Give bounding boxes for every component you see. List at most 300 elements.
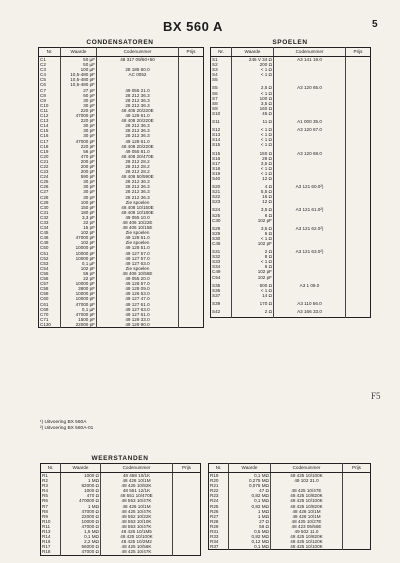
cell-nr: S6	[211, 91, 232, 96]
cell-waarde: < 1 Ω	[232, 166, 274, 171]
cell-waarde: 12 Ω	[232, 176, 274, 181]
cell-nr: S33	[211, 259, 232, 264]
spacer-cell	[346, 314, 371, 318]
page-number: 5	[372, 19, 378, 30]
cell-waarde: 1 MΩ	[229, 509, 271, 514]
cell-waarde: 50 µF	[61, 62, 97, 67]
cell-waarde: 1 MΩ	[61, 504, 101, 509]
cell-waarde: 56000 Ω	[61, 544, 101, 549]
column-header: Prijs	[343, 464, 371, 473]
cell-waarde: < 1 Ω	[232, 67, 274, 72]
cell-waarde: 3,3 pF	[61, 215, 97, 220]
cell-codenummer: 48 426 10/82K	[101, 483, 173, 488]
cell-codenummer: 49 128 51.0	[97, 245, 179, 250]
cell-codenummer: 28 212 36.3	[97, 98, 179, 103]
cell-nr: C53	[39, 261, 61, 266]
cell-waarde: 10,5-480 pF	[61, 82, 97, 87]
cell-codenummer: 28 212 36.3	[97, 103, 179, 108]
cell-nr: R29	[209, 524, 229, 529]
cell-prijs	[173, 549, 201, 555]
cell-waarde: 22 pF	[61, 220, 97, 225]
cell-nr: R16	[41, 539, 61, 544]
cell-codenummer: A3 120 68.0	[274, 151, 346, 156]
cell-nr: S2	[211, 62, 232, 67]
cell-waarde: 102 pF	[61, 266, 97, 271]
cell-waarde: 102 pF	[61, 240, 97, 245]
cell-waarde: 22 pF	[61, 276, 97, 281]
cell-waarde: 30 pF	[61, 189, 97, 194]
cell-codenummer: 48 406 10/22E	[97, 220, 179, 225]
cell-nr: R9	[41, 514, 61, 519]
cell-waarde: 30 pF	[61, 133, 97, 138]
cell-codenummer: 49 127 57.0	[97, 256, 179, 261]
cell-codenummer: Zie spoelen	[97, 266, 179, 271]
column-header: Waarde	[61, 464, 101, 473]
cell-codenummer: 48 553 10/47K	[101, 498, 173, 503]
cell-waarde: 0,1 MΩ	[229, 473, 271, 479]
cell-nr: C25	[39, 179, 61, 184]
cell-nr: C19	[39, 149, 61, 154]
cell-waarde: 102 pF	[232, 269, 274, 274]
cell-waarde: 100 µF	[61, 67, 97, 72]
cell-waarde: 1000 Ω	[61, 488, 101, 493]
cell-codenummer: 28 212 36.3	[97, 179, 179, 184]
table-header-row	[209, 464, 371, 473]
cell-codenummer: 48 425 10/820K	[271, 534, 343, 539]
cell-codenummer: A1 000 35.0	[274, 119, 346, 124]
cell-waarde: 470 pF	[61, 154, 97, 159]
cell-waarde: 0,1 MΩ	[229, 498, 271, 503]
cell-waarde: < 1 Ω	[232, 132, 274, 137]
cell-codenummer: 28 212 28.2	[97, 169, 179, 174]
cell-waarde: < 1 Ω	[232, 72, 274, 77]
cell-waarde: 47000 pF	[61, 139, 97, 144]
cell-nr: S39	[211, 301, 232, 306]
table-row	[39, 322, 204, 328]
cell-nr: S37	[211, 293, 232, 298]
cell-codenummer: 28 212 36.3	[97, 93, 179, 98]
cell-nr: S29	[211, 231, 232, 236]
cell-codenummer: 49 127 61.0	[97, 302, 179, 307]
cell-codenummer: 28 212 28.2	[97, 164, 179, 169]
cell-nr: C69	[39, 307, 61, 312]
cell-waarde: 82000 Ω	[61, 483, 101, 488]
cell-waarde: 26 Ω	[232, 156, 274, 161]
cell-codenummer: 49 129 33.0	[97, 317, 179, 322]
cell-codenummer: 49 502 11.0	[271, 529, 343, 534]
cell-waarde: 56 pF	[61, 149, 97, 154]
cell-waarde: 10000 pF	[61, 296, 97, 301]
spoelen-rows	[211, 57, 371, 318]
cell-waarde: 1 MΩ	[229, 514, 271, 519]
cell-waarde: 10000 pF	[61, 256, 97, 261]
cell-codenummer: 49 128 09.0	[97, 286, 179, 291]
cell-waarde: 47000 Ω	[61, 549, 101, 555]
cell-nr: C52	[39, 256, 61, 261]
cell-codenummer: 48 426 10/1M	[101, 504, 173, 509]
cell-prijs	[343, 544, 371, 550]
cell-codenummer: A3 141 19.0	[274, 57, 346, 63]
cell-waarde: 3,5 Ω	[232, 226, 274, 231]
cell-nr: C1	[39, 57, 61, 63]
cell-nr: S25	[211, 213, 232, 218]
spoelen-title: SPOELEN	[272, 39, 308, 46]
cell-waarde: 11 Ω	[232, 119, 274, 124]
cell-waarde: 220 pF	[61, 118, 97, 123]
column-header: Waarde	[232, 48, 274, 57]
condensatoren-title: CONDENSATOREN	[86, 39, 154, 46]
cell-waarde: 3,5 Ω	[232, 207, 274, 212]
table-header-row	[41, 464, 201, 473]
cell-waarde: 45 Ω	[232, 111, 274, 116]
cell-nr: C32	[39, 215, 61, 220]
cell-nr: C45	[39, 230, 61, 235]
cell-codenummer: A3 120 65.0	[274, 85, 346, 90]
condensatoren-rows	[39, 57, 204, 328]
cell-nr: S23	[211, 199, 232, 204]
cell-nr: C4	[39, 72, 61, 77]
cell-waarde: < 1 Ω	[232, 288, 274, 293]
cell-codenummer: 49 055 10.0	[97, 215, 179, 220]
cell-waarde: 10,5-480 pF	[61, 72, 97, 77]
cell-nr: C6	[39, 82, 61, 87]
cell-codenummer: 28 212 36.3	[97, 128, 179, 133]
cell-waarde: 100 Ω	[232, 96, 274, 101]
cell-nr: S29	[211, 226, 232, 231]
cell-nr: R13	[41, 529, 61, 534]
cell-nr: C57	[39, 281, 61, 286]
cell-nr: R31	[209, 529, 229, 534]
cell-waarde: 3900 pF	[61, 286, 97, 291]
condensatoren-table	[38, 47, 204, 328]
cell-nr: R8	[41, 509, 61, 514]
cell-waarde: 0,1 MΩ	[61, 534, 101, 539]
weerstanden-table-right	[208, 463, 371, 550]
cell-waarde: 0,82 MΩ	[229, 493, 271, 498]
cell-codenummer: 48 425 10/120K	[271, 539, 343, 544]
cell-codenummer: 49 127 61.0	[97, 312, 179, 317]
cell-waarde: 47 Ω	[229, 488, 271, 493]
condensatoren-footnotes	[40, 420, 93, 432]
cell-nr: C54	[39, 266, 61, 271]
cell-nr: S12	[211, 127, 232, 132]
cell-waarde: 8 Ω	[232, 254, 274, 259]
cell-codenummer: 49 102 31.0	[271, 478, 343, 483]
cell-waarde: < 1 Ω	[232, 91, 274, 96]
cell-waarde: < 1 Ω	[232, 142, 274, 147]
cell-codenummer: 49 127 63.0	[97, 307, 179, 312]
cell-waarde: 102 pF	[232, 275, 274, 280]
cell-codenummer: 49 129 90.0	[97, 322, 179, 328]
cell-waarde: 150 pF	[61, 205, 97, 210]
column-header: Prijs	[173, 464, 201, 473]
cell-nr: C49	[211, 269, 232, 274]
cell-waarde: 1000 Ω	[61, 473, 101, 479]
cell-codenummer: 28 212 36.3	[97, 133, 179, 138]
cell-nr: C14	[39, 123, 61, 128]
cell-nr: R23	[209, 493, 229, 498]
cell-nr: S4	[211, 72, 232, 77]
cell-waarde: 10,5-480 pF	[61, 77, 97, 82]
table-header-row	[211, 48, 371, 57]
column-header: Prijs	[179, 48, 204, 57]
cell-codenummer: 48 406 10/15E	[97, 225, 179, 230]
cell-waarde: 0,075 MΩ	[229, 483, 271, 488]
cell-codenummer: 48 426 10/1M	[271, 514, 343, 519]
cell-codenummer: 49 127 57.0	[97, 251, 179, 256]
cell-nr: S9	[211, 106, 232, 111]
cell-codenummer: 49 055 21.0	[97, 88, 179, 93]
cell-nr: R11	[41, 524, 61, 529]
cell-nr: R5	[41, 493, 61, 498]
cell-nr: S17	[211, 161, 232, 166]
cell-nr: S5	[211, 85, 232, 90]
group-spacer	[211, 314, 371, 318]
cell-waarde: 0,275 MΩ	[229, 478, 271, 483]
cell-nr: C56	[39, 276, 61, 281]
cell-codenummer: 48 425 10/56K	[101, 544, 173, 549]
footnote: ²) Uitvoering BX 560A-01	[40, 426, 94, 431]
cell-nr: C130	[39, 322, 61, 328]
cell-nr: C17	[39, 139, 61, 144]
cell-codenummer: 48 426 10/1M	[271, 509, 343, 514]
cell-codenummer: 49 055 81.0	[97, 149, 179, 154]
cell-waarde: 6 Ω	[232, 231, 274, 236]
cell-nr: C13	[39, 118, 61, 123]
cell-waarde: 47000 pF	[61, 302, 97, 307]
cell-codenummer: 48 406 10/56E	[97, 271, 179, 276]
cell-waarde: 220 pF	[61, 144, 97, 149]
cell-codenummer: 48 405 20/220E	[97, 108, 179, 113]
cell-nr: C29	[39, 200, 61, 205]
cell-nr: S42	[211, 309, 232, 314]
column-header: Waarde	[61, 48, 97, 57]
cell-nr: R26	[209, 509, 229, 514]
cell-codenummer: 28 212 28.2	[97, 159, 179, 164]
cell-nr: R2	[41, 478, 61, 483]
cell-nr: C11	[39, 108, 61, 113]
cell-nr: S19	[211, 171, 232, 176]
cell-waarde: 200 pF	[61, 159, 97, 164]
cell-nr: S36	[211, 288, 232, 293]
spoelen-table	[210, 47, 371, 318]
cell-nr: C70	[39, 312, 61, 317]
cell-nr: S11	[211, 119, 232, 124]
cell-codenummer: 49 055 20.0	[97, 276, 179, 281]
cell-codenummer: 49 128 57.0	[97, 281, 179, 286]
cell-codenummer: 28 185 60.0	[97, 67, 179, 72]
cell-waarde: 1,5 MΩ	[61, 529, 101, 534]
cell-codenummer: 48 426 10/1M5	[101, 529, 173, 534]
cell-nr: C34	[39, 225, 61, 230]
cell-codenummer: 48 425 10/820K	[271, 504, 343, 509]
column-header: Nr.	[209, 464, 229, 473]
handwritten-footnote: F5	[371, 391, 381, 401]
cell-nr: S18	[211, 166, 232, 171]
cell-waarde: 4 Ω	[232, 184, 274, 189]
cell-nr: R1	[41, 473, 61, 479]
cell-nr: S16	[211, 156, 232, 161]
column-header: Nr.	[39, 48, 61, 57]
cell-waarde: 200 Ω	[232, 62, 274, 67]
cell-waarde: 245 V 34 Ω	[232, 57, 274, 63]
cell-waarde: 0,5 MΩ	[229, 529, 271, 534]
cell-nr: R37	[209, 544, 229, 550]
cell-nr: C49	[39, 240, 61, 245]
cell-waarde: 150 Ω	[232, 151, 274, 156]
cell-nr: S1	[211, 57, 232, 63]
cell-waarde: 2,5 Ω	[232, 85, 274, 90]
cell-waarde: 5,5 Ω	[232, 189, 274, 194]
column-header: Codenummer	[274, 48, 346, 57]
cell-waarde: 50 µF	[61, 57, 97, 63]
cell-waarde: 47000 Ω	[61, 524, 101, 529]
cell-nr: S3	[211, 67, 232, 72]
cell-nr: R19	[209, 473, 229, 479]
cell-codenummer: 48 408 20/470E	[97, 154, 179, 159]
cell-waarde: 200 pF	[61, 169, 97, 174]
cell-codenummer: 48 425 10/47K	[101, 509, 173, 514]
cell-nr: C45	[211, 241, 232, 246]
cell-nr: C30	[211, 218, 232, 223]
cell-nr: S22	[211, 194, 232, 199]
column-header: Nr.	[41, 464, 61, 473]
cell-codenummer: 48 425 10/100K	[101, 534, 173, 539]
cell-nr: C28	[39, 195, 61, 200]
weerstanden-table-left	[40, 463, 201, 556]
cell-nr: S34	[211, 264, 232, 269]
cell-nr: C51	[39, 251, 61, 256]
cell-waarde: 102 pF	[232, 241, 274, 246]
cell-codenummer: 48 317 09/50+50	[97, 57, 179, 63]
cell-waarde: 30 pF	[61, 184, 97, 189]
cell-nr: S20	[211, 184, 232, 189]
cell-waarde: 170 Ω	[232, 301, 274, 306]
cell-codenummer: 48 408 10/180E	[97, 210, 179, 215]
cell-nr: R28	[209, 519, 229, 524]
cell-nr: C2	[39, 62, 61, 67]
cell-codenummer: 48 425 10/100K	[271, 498, 343, 503]
cell-nr: R24	[209, 498, 229, 503]
cell-waarde: 2,2 MΩ	[61, 539, 101, 544]
cell-waarde: 10000 pF	[61, 281, 97, 286]
cell-nr: S15	[211, 142, 232, 147]
cell-nr: C9	[39, 98, 61, 103]
cell-waarde: 30 pF	[61, 128, 97, 133]
cell-waarde: 0,12 MΩ	[229, 539, 271, 544]
cell-waarde: 22000 Ω	[61, 514, 101, 519]
cell-waarde: 2 Ω	[232, 249, 274, 254]
cell-nr: C7	[39, 88, 61, 93]
cell-waarde: 470 Ω	[61, 493, 101, 498]
cell-nr: R34	[209, 539, 229, 544]
cell-nr: C58	[39, 286, 61, 291]
cell-waarde: 6 Ω	[232, 264, 274, 269]
cell-waarde: 30 pF	[61, 195, 97, 200]
cell-codenummer: 48 425 10/47E	[271, 488, 343, 493]
cell-nr: S13	[211, 132, 232, 137]
cell-nr: C5	[39, 77, 61, 82]
column-header: Nr.	[211, 48, 232, 57]
cell-waarde: 50 pF	[61, 93, 97, 98]
cell-nr: S5	[211, 77, 232, 82]
cell-waarde: 3,5 Ω	[232, 101, 274, 106]
cell-codenummer: 28 212 36.3	[97, 123, 179, 128]
cell-codenummer: A3 110 56.0	[274, 301, 346, 306]
cell-nr: S40	[211, 176, 232, 181]
cell-nr: R33	[209, 534, 229, 539]
cell-nr: S31	[211, 249, 232, 254]
cell-waarde: 56 Ω	[229, 524, 271, 529]
cell-waarde: 6 Ω	[232, 213, 274, 218]
cell-waarde: < 1 Ω	[232, 127, 274, 132]
cell-codenummer: A3 166 33.0	[274, 309, 346, 314]
cell-codenummer: A3 1 09.0	[274, 283, 346, 288]
cell-waarde: 10000 pF	[61, 251, 97, 256]
cell-codenummer: 48 426 10/1M	[101, 478, 173, 483]
cell-codenummer: 48 553 10/47K	[101, 524, 173, 529]
cell-codenummer: 49 128 61.0	[97, 139, 179, 144]
cell-codenummer: 48 425 10/100K	[271, 473, 343, 479]
cell-nr: C54	[211, 275, 232, 280]
cell-nr: R17	[41, 544, 61, 549]
cell-nr: C60	[39, 296, 61, 301]
cell-waarde: < 1 Ω	[232, 236, 274, 241]
cell-codenummer: 48 408 10/150E	[97, 205, 179, 210]
weerstanden-rows-right	[209, 473, 371, 550]
cell-waarde: 30 pF	[61, 123, 97, 128]
cell-nr: C20	[39, 154, 61, 159]
cell-waarde: 0,1 MΩ	[229, 544, 271, 550]
cell-waarde: 10000 pF	[61, 245, 97, 250]
cell-nr: R21	[209, 483, 229, 488]
cell-nr: C21	[39, 159, 61, 164]
cell-waarde: 0,82 MΩ	[229, 534, 271, 539]
cell-codenummer: 48 408 20/220E	[97, 144, 179, 149]
cell-waarde: 14 Ω	[232, 293, 274, 298]
cell-nr: S21	[211, 189, 232, 194]
cell-codenummer: A3 121 63.0²)	[274, 249, 346, 254]
cell-codenummer: A3 120 67.0	[274, 127, 346, 132]
cell-codenummer: AC 0052	[97, 72, 179, 77]
cell-waarde: 470000 Ω	[61, 498, 101, 503]
cell-nr: C8	[39, 93, 61, 98]
cell-waarde: 30 pF	[61, 98, 97, 103]
cell-codenummer: 48 425 10/47K	[101, 549, 173, 555]
cell-waarde: 180 pF	[61, 210, 97, 215]
cell-waarde: 10000 Ω	[61, 519, 101, 524]
cell-waarde: 102 pF	[232, 218, 274, 223]
column-header: Waarde	[229, 464, 271, 473]
cell-nr: C24	[39, 174, 61, 179]
cell-waarde: < 1 Ω	[232, 171, 274, 176]
cell-nr: C30	[39, 205, 61, 210]
cell-waarde: 10000 pF	[61, 291, 97, 296]
cell-waarde: 16 Ω	[232, 194, 274, 199]
cell-waarde: 102 pF	[61, 230, 97, 235]
cell-codenummer: 49 128 61.0	[97, 235, 179, 240]
cell-nr: C27	[39, 189, 61, 194]
cell-codenummer: A3 121 60.0²)	[274, 184, 346, 189]
cell-nr: C59	[39, 291, 61, 296]
cell-nr: S8	[211, 101, 232, 106]
cell-codenummer: 48 423 05/56E	[271, 524, 343, 529]
cell-codenummer: 48 468 10/1K	[101, 473, 173, 479]
cell-codenummer: 28 212 36.3	[97, 189, 179, 194]
cell-codenummer: Zie spoelen	[97, 240, 179, 245]
footnote: ¹) Uitvoering BX 560A	[40, 420, 87, 425]
weerstanden-rows-left	[41, 473, 201, 556]
